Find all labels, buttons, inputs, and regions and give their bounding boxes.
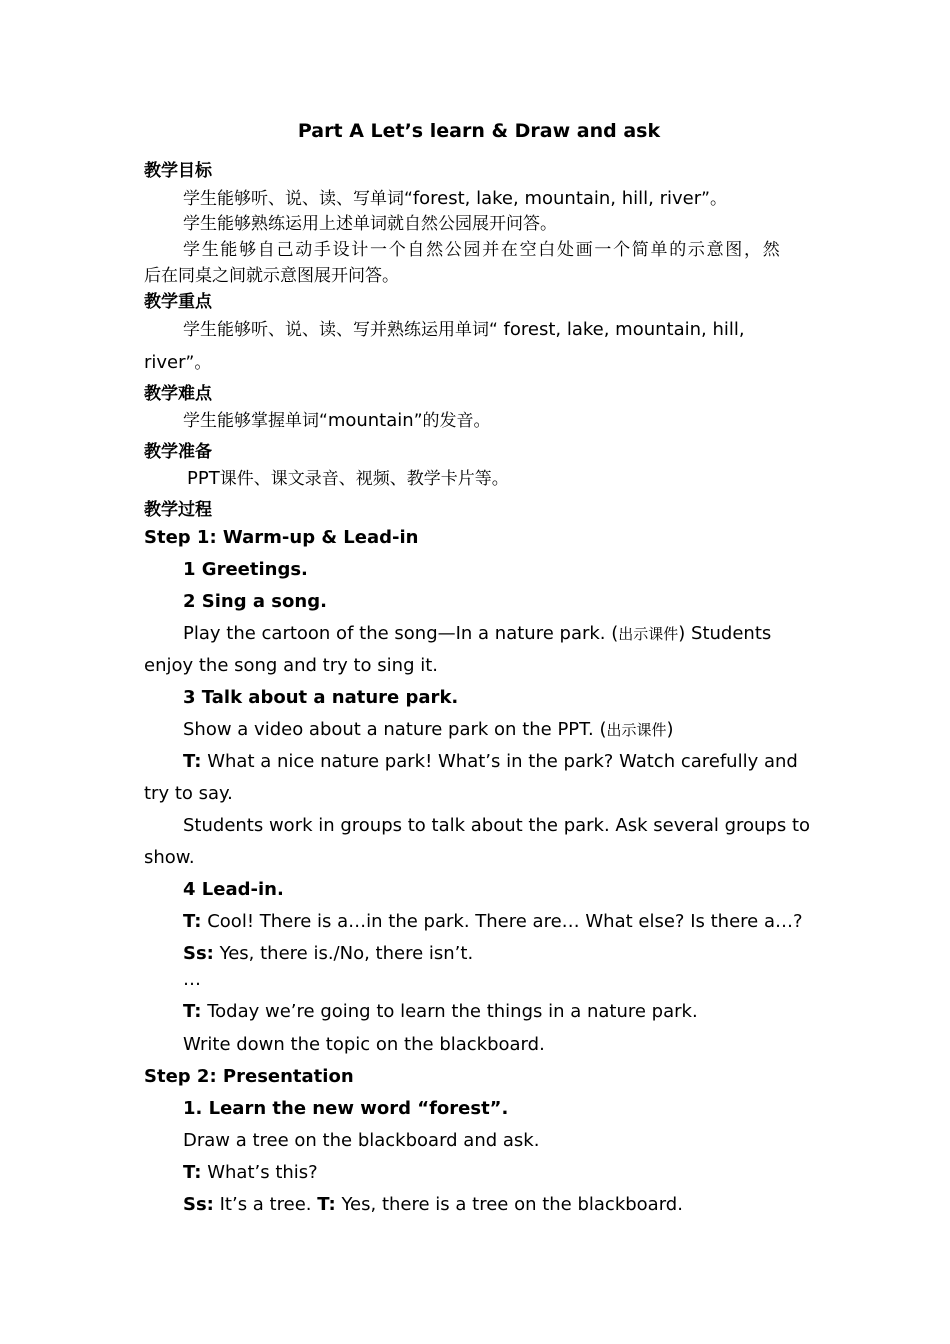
step1-groups-line-2: show. xyxy=(144,847,195,868)
goal-line-2: 学生能够熟练运用上述单词就自然公园展开问答。 xyxy=(183,214,557,234)
teacher-line-3: Today we’re going to learn the things in a nature park. xyxy=(201,1001,698,1022)
teacher-label: T: xyxy=(183,911,202,932)
goal-1-words: forest, lake, mountain, hill, river xyxy=(412,188,702,209)
step2-learn: 1. Learn the new word “forest”. xyxy=(183,1098,509,1119)
step1-heading: Step 1: Warm-up & Lead-in xyxy=(144,527,419,548)
step1-show-line xyxy=(183,717,674,743)
goal-line-1 xyxy=(183,186,727,212)
section-heading-goals: 教学目标 xyxy=(144,161,212,181)
key-2-word: river xyxy=(144,352,186,373)
prep-ppt: PPT xyxy=(187,468,220,489)
prep-line-1 xyxy=(187,466,509,492)
difficulty-text: 学生能够掌握单词“ xyxy=(183,411,328,431)
step1-greetings: 1 Greetings. xyxy=(183,559,308,580)
key-line-2 xyxy=(144,350,211,376)
dialogue-teacher-4 xyxy=(183,1160,318,1186)
teacher-label: T: xyxy=(317,1194,336,1215)
teacher-line-4: What’s this? xyxy=(201,1162,318,1183)
difficulty-word: mountain xyxy=(327,410,414,431)
goal-1-end: ”。 xyxy=(701,189,727,209)
teacher-label: T: xyxy=(183,751,202,772)
show-text-b: ) xyxy=(666,719,674,740)
key-line-1 xyxy=(183,317,745,343)
show-text-a: Show a video about a nature park on the PPT. ( xyxy=(183,719,607,740)
key-1-words: forest, lake, mountain, hill, xyxy=(497,319,745,340)
dialogue-teacher-1-cont: try to say. xyxy=(144,783,233,804)
step1-play-line-1 xyxy=(183,621,771,647)
key-2-end: ”。 xyxy=(185,353,212,373)
teacher-line-2: Cool! There is a…in the park. There are… What else? Is there a…? xyxy=(201,911,803,932)
dialogue-teacher-3 xyxy=(183,999,698,1025)
step2-heading: Step 2: Presentation xyxy=(144,1066,354,1087)
goal-line-4: 后在同桌之间就示意图展开问答。 xyxy=(144,266,399,286)
courseware-note-2: 出示课件 xyxy=(606,721,667,739)
difficulty-line-1 xyxy=(183,408,491,434)
play-text-b: ) Students xyxy=(678,623,772,644)
students-line-2: It’s a tree. xyxy=(213,1194,318,1215)
prep-text: 课件、课文录音、视频、教学卡片等。 xyxy=(219,469,509,489)
courseware-note: 出示课件 xyxy=(618,625,679,643)
teacher-line-5: Yes, there is a tree on the blackboard. xyxy=(335,1194,683,1215)
difficulty-end: ”的发音。 xyxy=(413,411,491,431)
section-heading-difficulty: 教学难点 xyxy=(144,384,212,404)
teacher-label: T: xyxy=(183,1162,202,1183)
dialogue-teacher-1 xyxy=(183,749,798,775)
key-1-text: 学生能够听、说、读、写并熟练运用单词“ xyxy=(183,320,498,340)
students-label: Ss: xyxy=(183,1194,214,1215)
teacher-line-1: What a nice nature park! What’s in the park? Watch carefully and xyxy=(201,751,798,772)
dialogue-students-2 xyxy=(183,1192,683,1218)
step1-write: Write down the topic on the blackboard. xyxy=(183,1034,545,1055)
ellipsis: … xyxy=(183,969,201,990)
page-title: Part A Let’s learn & Draw and ask xyxy=(297,120,661,142)
section-heading-prep: 教学准备 xyxy=(144,442,212,462)
dialogue-students-1 xyxy=(183,941,473,967)
dialogue-teacher-2 xyxy=(183,909,803,935)
step1-play-line-2: enjoy the song and try to sing it. xyxy=(144,655,439,676)
students-line-1: Yes, there is./No, there isn’t. xyxy=(213,943,474,964)
play-text-a: Play the cartoon of the song—In a nature park. ( xyxy=(183,623,619,644)
goal-1-text: 学生能够听、说、读、写单词“ xyxy=(183,189,413,209)
goal-line-3: 学生能够自己动手设计一个自然公园并在空白处画一个简单的示意图，然 xyxy=(183,240,782,260)
step1-sing: 2 Sing a song. xyxy=(183,591,327,612)
teacher-label: T: xyxy=(183,1001,202,1022)
students-label: Ss: xyxy=(183,943,214,964)
section-heading-key: 教学重点 xyxy=(144,292,212,312)
step1-groups-line-1: Students work in groups to talk about the park. Ask several groups to xyxy=(183,815,811,836)
step2-draw: Draw a tree on the blackboard and ask. xyxy=(183,1130,540,1151)
step1-talk: 3 Talk about a nature park. xyxy=(183,687,459,708)
section-heading-process: 教学过程 xyxy=(144,500,212,520)
step1-leadin: 4 Lead-in. xyxy=(183,879,284,900)
